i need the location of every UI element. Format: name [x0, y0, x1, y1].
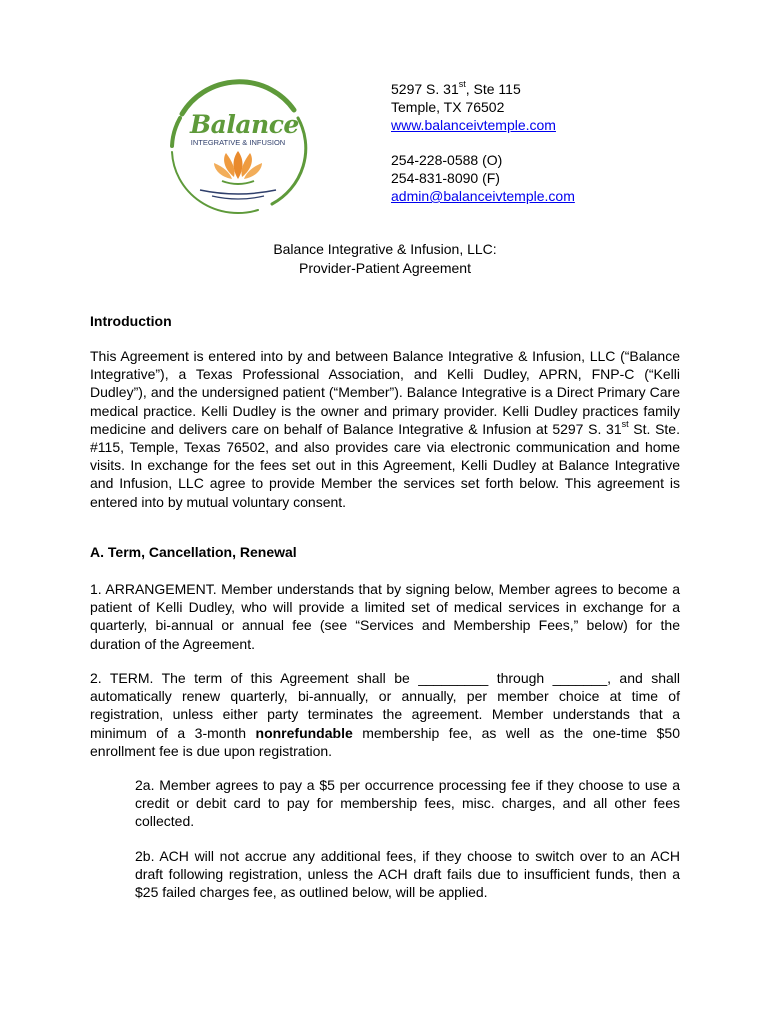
term-text-2: membership fee, as well as the one-time $50 enrollment fee is due upon registration. — [90, 724, 680, 759]
contact-block — [391, 80, 575, 205]
section-a-heading: A. Term, Cancellation, Renewal — [90, 544, 297, 560]
term-bold-text: nonrefundable — [255, 724, 353, 741]
introduction-paragraph — [90, 347, 680, 511]
phone-fax: 254-831-8090 (F) — [391, 170, 500, 186]
card-fee-paragraph: 2a. Member agrees to pay a $5 per occurrence processing fee if they choose to use a credit or debit card to pay for membership fees, misc. charges, and all other fees collected. — [135, 777, 680, 830]
title-line-2: Provider-Patient Agreement — [299, 260, 471, 276]
title-line-1: Balance Integrative & Infusion, LLC: — [273, 241, 497, 257]
website-link[interactable]: www.balanceivtemple.com — [391, 117, 556, 133]
introduction-heading: Introduction — [90, 313, 172, 329]
address-street: 5297 S. 31 — [391, 81, 459, 97]
address-suite: , Ste 115 — [465, 81, 521, 97]
phone-office: 254-228-0588 (O) — [391, 152, 503, 168]
logo-wordmark: Balance — [190, 110, 299, 139]
term-paragraph — [90, 669, 680, 760]
address-superscript: st — [458, 79, 466, 90]
document-title — [0, 240, 770, 278]
address-line-1 — [391, 80, 575, 98]
intro-superscript: st — [621, 419, 629, 430]
term-text-1: 2. TERM. The term of this Agreement shall be _________ through _______, and shall automatically renew quarterly, bi-annually, or annually, per member choice at time of registration, unless either party terminates the agreement. Member understands that a minimum of a 3-month — [90, 670, 680, 741]
logo-tagline: INTEGRATIVE & INFUSION — [190, 138, 286, 147]
intro-text-1: This Agreement is entered into by and between Balance Integrative & Infusion, LLC (“Balance Integrative”), a Texas Professional Association, and Kelli Dudley, APRN, FNP-C (“Kelli Dudley”), and the undersigned patient (“Member”). Balance Integrative is a Direct Primary Care medical practice. Kelli Dudley is the owner and primary provider. Kelli Dudley practices family medicine and delivers care on behalf of Balance Integrative & Infusion at 5297 S. 31 — [90, 348, 680, 437]
ach-paragraph: 2b. ACH will not accrue any additional fees, if they choose to switch over to an ACH draft following registration, unless the ACH draft fails due to insufficient funds, then a $25 failed charges fee, as outlined below, will be applied. — [135, 848, 680, 901]
arrangement-paragraph: 1. ARRANGEMENT. Member understands that by signing below, Member agrees to become a patient of Kelli Dudley, who will provide a limited set of medical services in exchange for a quarterly, bi-annual or annual fee (see “Services and Membership Fees,” below) for the duration of the Agreement. — [90, 581, 680, 652]
email-link[interactable]: admin@balanceivtemple.com — [391, 188, 575, 204]
address-line-2: Temple, TX 76502 — [391, 99, 505, 115]
intro-text-2: St. Ste. #115, Temple, Texas 76502, and also provides care via electronic communication and home visits. In exchange for the fees set out in this Agreement, Kelli Dudley at Balance Integrative and Infusion, LLC agree to provide Member the services set forth below. This agreement is entered into by mutual voluntary consent. — [90, 420, 680, 510]
balance-logo — [162, 76, 314, 216]
